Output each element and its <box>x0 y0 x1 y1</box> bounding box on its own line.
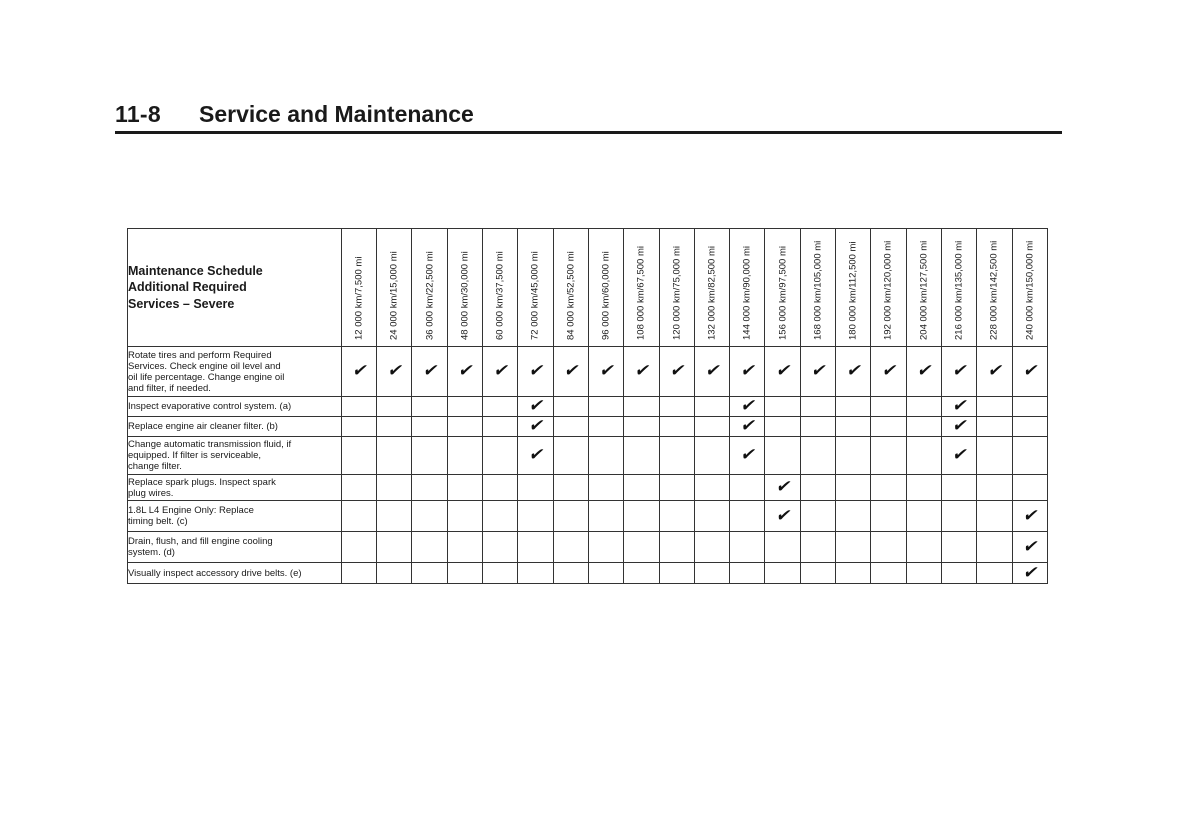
schedule-cell <box>906 397 941 417</box>
task-description <box>128 437 342 475</box>
interval-header <box>483 229 518 347</box>
interval-header <box>694 229 729 347</box>
schedule-cell <box>836 563 871 584</box>
task-line: system. (d) <box>128 547 175 558</box>
task-line: plug wires. <box>128 487 174 499</box>
interval-header <box>800 229 835 347</box>
schedule-cell <box>341 475 376 501</box>
schedule-cell <box>694 397 729 417</box>
schedule-cell <box>483 501 518 532</box>
table-row <box>128 397 1048 417</box>
schedule-cell <box>941 532 976 563</box>
check-icon: ✔ <box>598 361 614 380</box>
schedule-cell <box>977 417 1012 437</box>
schedule-cell <box>871 397 906 417</box>
schedule-cell <box>483 437 518 475</box>
schedule-cell <box>730 501 765 532</box>
interval-label: 36 000 km/22,500 mi <box>424 251 436 340</box>
schedule-cell <box>906 347 941 397</box>
interval-header <box>447 229 482 347</box>
schedule-cell <box>377 563 412 584</box>
interval-label: 132 000 km/82,500 mi <box>706 245 718 340</box>
schedule-cell <box>871 501 906 532</box>
schedule-cell <box>341 563 376 584</box>
interval-header <box>659 229 694 347</box>
schedule-cell <box>518 437 553 475</box>
interval-header <box>906 229 941 347</box>
schedule-cell <box>906 475 941 501</box>
schedule-cell <box>871 347 906 397</box>
schedule-cell <box>941 397 976 417</box>
task-line: Replace spark plugs. Inspect spark <box>128 476 276 488</box>
schedule-cell <box>412 417 447 437</box>
section-title: Service and Maintenance <box>199 101 474 127</box>
schedule-cell <box>941 475 976 501</box>
schedule-cell <box>977 563 1012 584</box>
schedule-cell <box>377 532 412 563</box>
task-description <box>128 397 342 417</box>
check-icon: ✔ <box>528 361 543 380</box>
schedule-cell <box>518 347 553 397</box>
interval-header <box>765 229 800 347</box>
schedule-cell <box>553 563 588 584</box>
task-line: Visually inspect accessory drive belts. (e) <box>128 567 302 579</box>
check-icon: ✔ <box>493 361 508 380</box>
interval-header <box>871 229 906 347</box>
interval-header <box>412 229 447 347</box>
schedule-cell <box>1012 347 1048 397</box>
schedule-cell <box>412 347 447 397</box>
schedule-title-line: Additional Required <box>128 280 247 295</box>
schedule-cell <box>765 563 800 584</box>
schedule-cell <box>694 417 729 437</box>
maintenance-schedule-table <box>127 228 1048 584</box>
interval-label: 60 000 km/37,500 mi <box>494 251 506 340</box>
schedule-cell <box>765 417 800 437</box>
schedule-cell <box>765 397 800 417</box>
schedule-cell <box>1012 397 1048 417</box>
task-line: change filter. <box>128 461 182 472</box>
schedule-cell <box>483 475 518 501</box>
schedule-cell <box>836 437 871 475</box>
schedule-cell <box>553 347 588 397</box>
check-icon: ✔ <box>987 361 1002 380</box>
schedule-cell <box>341 501 376 532</box>
interval-header <box>977 229 1012 347</box>
schedule-cell <box>624 417 659 437</box>
schedule-cell <box>518 417 553 437</box>
check-icon: ✔ <box>422 361 437 380</box>
schedule-cell <box>1012 417 1048 437</box>
check-icon: ✔ <box>351 361 367 380</box>
check-icon: ✔ <box>951 416 967 435</box>
schedule-cell <box>836 475 871 501</box>
page-header <box>115 101 1062 134</box>
schedule-cell <box>906 417 941 437</box>
schedule-cell <box>588 437 623 475</box>
interval-header <box>730 229 765 347</box>
schedule-cell <box>765 501 800 532</box>
interval-label: 192 000 km/120,000 mi <box>882 240 894 340</box>
schedule-cell <box>483 532 518 563</box>
check-icon: ✔ <box>1022 361 1037 380</box>
schedule-cell <box>377 397 412 417</box>
check-icon: ✔ <box>669 361 684 380</box>
task-description <box>128 417 342 437</box>
interval-label: 168 000 km/105,000 mi <box>812 240 824 340</box>
schedule-cell <box>694 532 729 563</box>
task-line: 1.8L L4 Engine Only: Replace <box>128 505 254 516</box>
schedule-cell <box>588 563 623 584</box>
schedule-cell <box>977 397 1012 417</box>
interval-label: 48 000 km/30,000 mi <box>459 251 471 340</box>
schedule-cell <box>412 532 447 563</box>
schedule-cell <box>659 397 694 417</box>
schedule-cell <box>588 397 623 417</box>
schedule-cell <box>871 475 906 501</box>
task-line: oil life percentage. Change engine oil <box>128 371 285 383</box>
task-description <box>128 347 342 397</box>
schedule-cell <box>694 347 729 397</box>
check-icon: ✔ <box>775 505 790 525</box>
schedule-cell <box>765 532 800 563</box>
task-description <box>128 532 342 563</box>
schedule-cell <box>341 347 376 397</box>
schedule-cell <box>659 417 694 437</box>
schedule-cell <box>341 417 376 437</box>
schedule-cell <box>624 397 659 417</box>
schedule-cell <box>871 437 906 475</box>
schedule-cell <box>836 347 871 397</box>
schedule-cell <box>447 532 482 563</box>
interval-header <box>624 229 659 347</box>
schedule-cell <box>447 475 482 501</box>
schedule-cell <box>412 501 447 532</box>
check-icon: ✔ <box>634 361 649 380</box>
schedule-cell <box>412 437 447 475</box>
schedule-cell <box>941 347 976 397</box>
schedule-cell <box>800 397 835 417</box>
schedule-cell <box>800 563 835 584</box>
schedule-cell <box>377 347 412 397</box>
schedule-cell <box>447 563 482 584</box>
check-icon: ✔ <box>528 396 543 415</box>
schedule-cell <box>447 437 482 475</box>
schedule-cell <box>800 437 835 475</box>
interval-label: 144 000 km/90,000 mi <box>741 245 753 340</box>
check-icon: ✔ <box>881 361 896 380</box>
schedule-cell <box>977 501 1012 532</box>
schedule-cell <box>553 532 588 563</box>
schedule-cell <box>341 397 376 417</box>
task-line: Replace engine air cleaner filter. (b) <box>128 421 278 432</box>
schedule-cell <box>518 475 553 501</box>
schedule-cell <box>730 563 765 584</box>
schedule-title-line: Services – Severe <box>128 296 235 311</box>
schedule-cell <box>624 563 659 584</box>
schedule-cell <box>941 563 976 584</box>
schedule-cell <box>765 347 800 397</box>
schedule-cell <box>941 437 976 475</box>
schedule-cell <box>977 532 1012 563</box>
interval-label: 204 000 km/127,500 mi <box>918 240 930 340</box>
schedule-cell <box>341 437 376 475</box>
schedule-cell <box>447 347 482 397</box>
schedule-cell <box>836 532 871 563</box>
check-icon: ✔ <box>846 361 861 380</box>
interval-label: 24 000 km/15,000 mi <box>388 251 400 340</box>
schedule-cell <box>941 501 976 532</box>
task-line: Rotate tires and perform Required <box>128 349 272 361</box>
schedule-header-row <box>128 229 1048 347</box>
table-row <box>128 437 1048 475</box>
check-icon: ✔ <box>740 396 755 415</box>
interval-header <box>341 229 376 347</box>
schedule-cell <box>730 532 765 563</box>
check-icon: ✔ <box>1022 505 1037 525</box>
check-icon: ✔ <box>528 416 543 435</box>
check-icon: ✔ <box>740 416 755 435</box>
schedule-cell <box>588 347 623 397</box>
schedule-cell <box>624 347 659 397</box>
schedule-cell <box>694 563 729 584</box>
schedule-cell <box>906 501 941 532</box>
interval-label: 120 000 km/75,000 mi <box>671 245 683 340</box>
schedule-cell <box>1012 563 1048 584</box>
schedule-cell <box>341 532 376 563</box>
schedule-cell <box>483 417 518 437</box>
schedule-cell <box>518 563 553 584</box>
interval-label: 240 000 km/150,000 mi <box>1024 240 1036 340</box>
schedule-cell <box>800 501 835 532</box>
interval-header <box>588 229 623 347</box>
check-icon: ✔ <box>740 445 755 464</box>
interval-label: 228 000 km/142,500 mi <box>988 240 1000 340</box>
schedule-cell <box>447 397 482 417</box>
schedule-cell <box>553 501 588 532</box>
schedule-cell <box>659 475 694 501</box>
check-icon: ✔ <box>457 361 473 380</box>
schedule-cell <box>659 532 694 563</box>
interval-label: 216 000 km/135,000 mi <box>953 240 965 340</box>
schedule-cell <box>836 417 871 437</box>
schedule-cell <box>377 417 412 437</box>
schedule-cell <box>553 475 588 501</box>
schedule-cell <box>412 475 447 501</box>
schedule-cell <box>624 532 659 563</box>
schedule-cell <box>1012 532 1048 563</box>
schedule-cell <box>906 437 941 475</box>
check-icon: ✔ <box>775 361 790 380</box>
schedule-cell <box>553 437 588 475</box>
check-icon: ✔ <box>916 361 931 380</box>
interval-header <box>553 229 588 347</box>
task-line: Services. Check engine oil level and <box>128 360 281 372</box>
schedule-cell <box>588 475 623 501</box>
check-icon: ✔ <box>528 445 543 464</box>
schedule-cell <box>694 437 729 475</box>
check-icon: ✔ <box>951 396 967 415</box>
schedule-cell <box>553 397 588 417</box>
table-row <box>128 563 1048 584</box>
schedule-cell <box>730 347 765 397</box>
schedule-cell <box>588 417 623 437</box>
task-line: and filter, if needed. <box>128 382 211 394</box>
check-icon: ✔ <box>951 361 967 380</box>
schedule-cell <box>977 347 1012 397</box>
task-line: timing belt. (c) <box>128 516 188 527</box>
schedule-title <box>128 229 342 347</box>
schedule-cell <box>659 563 694 584</box>
schedule-cell <box>800 475 835 501</box>
schedule-cell <box>730 437 765 475</box>
interval-header <box>1012 229 1048 347</box>
schedule-cell <box>730 397 765 417</box>
schedule-cell <box>588 501 623 532</box>
task-line: Inspect evaporative control system. (a) <box>128 401 292 412</box>
schedule-cell <box>906 532 941 563</box>
interval-label: 180 000 km/112,500 mi <box>847 241 859 340</box>
schedule-cell <box>553 417 588 437</box>
schedule-cell <box>871 417 906 437</box>
check-icon: ✔ <box>740 361 755 380</box>
check-icon: ✔ <box>563 361 578 380</box>
interval-label: 108 000 km/67,500 mi <box>635 245 647 340</box>
schedule-cell <box>483 563 518 584</box>
check-icon: ✔ <box>704 361 720 380</box>
schedule-cell <box>730 475 765 501</box>
schedule-cell <box>977 475 1012 501</box>
interval-label: 84 000 km/52,500 mi <box>565 251 577 340</box>
check-icon: ✔ <box>951 445 967 464</box>
schedule-cell <box>518 397 553 417</box>
schedule-cell <box>412 563 447 584</box>
schedule-cell <box>871 563 906 584</box>
schedule-cell <box>906 563 941 584</box>
interval-label: 12 000 km/7,500 mi <box>353 256 365 340</box>
check-icon: ✔ <box>1022 562 1037 582</box>
check-icon: ✔ <box>810 361 825 380</box>
task-description <box>128 501 342 532</box>
interval-label: 96 000 km/60,000 mi <box>600 251 612 340</box>
schedule-title-line: Maintenance Schedule <box>128 263 263 278</box>
task-line: equipped. If filter is serviceable, <box>128 450 262 461</box>
interval-label: 156 000 km/97,500 mi <box>777 245 789 340</box>
schedule-cell <box>800 347 835 397</box>
schedule-cell <box>624 475 659 501</box>
schedule-cell <box>694 475 729 501</box>
table-row <box>128 475 1048 501</box>
schedule-cell <box>1012 475 1048 501</box>
task-description <box>128 475 342 501</box>
schedule-cell <box>871 532 906 563</box>
task-line: Drain, flush, and fill engine cooling <box>128 536 273 547</box>
interval-header <box>836 229 871 347</box>
schedule-cell <box>730 417 765 437</box>
schedule-cell <box>624 501 659 532</box>
schedule-body <box>128 347 1048 584</box>
schedule-cell <box>659 501 694 532</box>
schedule-cell <box>941 417 976 437</box>
schedule-cell <box>412 397 447 417</box>
check-icon: ✔ <box>1022 536 1037 556</box>
interval-header <box>518 229 553 347</box>
schedule-cell <box>1012 437 1048 475</box>
schedule-cell <box>518 501 553 532</box>
schedule-cell <box>377 437 412 475</box>
table-row <box>128 347 1048 397</box>
schedule-cell <box>483 347 518 397</box>
schedule-cell <box>447 417 482 437</box>
table-row <box>128 501 1048 532</box>
interval-header <box>377 229 412 347</box>
interval-label: 72 000 km/45,000 mi <box>529 251 541 340</box>
task-description <box>128 563 342 584</box>
schedule-cell <box>694 501 729 532</box>
schedule-cell <box>447 501 482 532</box>
check-icon: ✔ <box>775 477 790 496</box>
schedule-cell <box>483 397 518 417</box>
schedule-cell <box>377 475 412 501</box>
schedule-cell <box>518 532 553 563</box>
page-number: 11-8 <box>115 101 161 127</box>
interval-header <box>941 229 976 347</box>
table-row <box>128 417 1048 437</box>
schedule-cell <box>659 437 694 475</box>
check-icon: ✔ <box>387 361 402 380</box>
schedule-cell <box>765 475 800 501</box>
table-row <box>128 532 1048 563</box>
schedule-cell <box>836 501 871 532</box>
schedule-cell <box>377 501 412 532</box>
schedule-cell <box>800 532 835 563</box>
schedule-cell <box>800 417 835 437</box>
schedule-cell <box>588 532 623 563</box>
schedule-cell <box>659 347 694 397</box>
schedule-cell <box>977 437 1012 475</box>
schedule-cell <box>765 437 800 475</box>
schedule-cell <box>836 397 871 417</box>
schedule-cell <box>624 437 659 475</box>
task-line: Change automatic transmission fluid, if <box>128 439 292 450</box>
schedule-cell <box>1012 501 1048 532</box>
